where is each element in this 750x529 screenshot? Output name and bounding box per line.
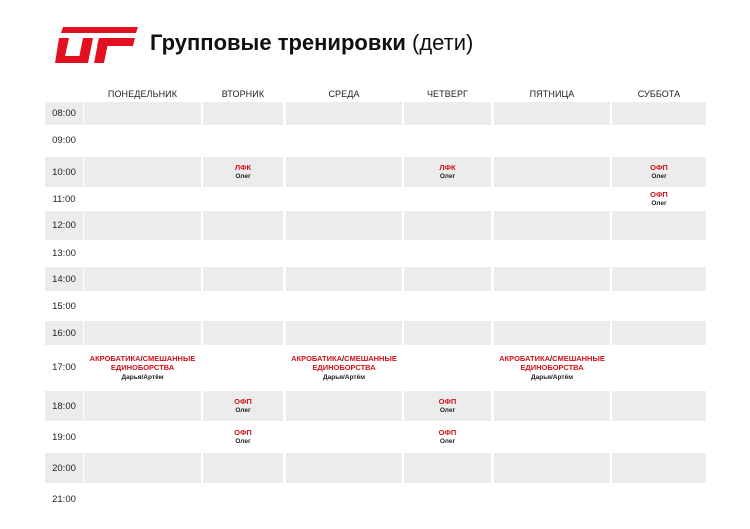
class-name-part: АКРОБАТИКА bbox=[89, 353, 141, 363]
cell-wednesday bbox=[286, 187, 402, 211]
cell-thursday bbox=[404, 321, 491, 345]
schedule-row bbox=[45, 240, 706, 267]
class-session[interactable] bbox=[235, 163, 251, 182]
class-name-part: ЕДИНОБОРСТВА bbox=[110, 363, 175, 372]
schedule-row bbox=[45, 187, 706, 211]
cell-thursday bbox=[404, 240, 491, 267]
cell-saturday bbox=[612, 267, 706, 291]
cell-saturday bbox=[612, 483, 706, 515]
class-session[interactable] bbox=[439, 163, 455, 182]
coach-name: Дарья/Артём bbox=[531, 373, 573, 381]
time-label: 16:00 bbox=[45, 321, 83, 345]
cell-thursday bbox=[404, 453, 491, 483]
cell-monday[interactable] bbox=[84, 345, 201, 390]
class-session[interactable] bbox=[439, 428, 457, 447]
cell-monday bbox=[84, 421, 201, 453]
time-label: 12:00 bbox=[45, 211, 83, 240]
cell-monday bbox=[84, 187, 201, 211]
coach-name: Олег bbox=[439, 407, 456, 415]
cell-tuesday bbox=[203, 291, 283, 321]
cell-wednesday bbox=[286, 240, 402, 267]
class-name: ОФП bbox=[438, 427, 457, 437]
cell-wednesday bbox=[286, 157, 402, 187]
class-name-separator: / bbox=[550, 353, 553, 363]
cell-friday[interactable] bbox=[494, 345, 610, 390]
class-name-part: СМЕШАННЫЕ bbox=[344, 353, 397, 363]
cell-tuesday bbox=[203, 345, 283, 390]
day-header-tuesday: ВТОРНИК bbox=[221, 89, 265, 99]
cell-thursday[interactable] bbox=[404, 421, 491, 453]
cell-thursday[interactable] bbox=[404, 391, 491, 421]
day-header-friday: ПЯТНИЦА bbox=[529, 89, 575, 99]
cell-friday bbox=[494, 291, 610, 321]
cell-tuesday bbox=[203, 321, 283, 345]
cell-wednesday bbox=[286, 291, 402, 321]
cell-tuesday bbox=[203, 483, 283, 515]
cell-saturday bbox=[612, 345, 706, 390]
cell-monday bbox=[84, 157, 201, 187]
cell-friday bbox=[494, 211, 610, 240]
cell-wednesday bbox=[286, 483, 402, 515]
schedule-row bbox=[45, 453, 706, 483]
cell-thursday bbox=[404, 483, 491, 515]
cell-monday bbox=[84, 102, 201, 125]
cell-monday bbox=[84, 240, 201, 267]
cell-monday bbox=[84, 321, 201, 345]
cell-monday bbox=[84, 391, 201, 421]
schedule-row bbox=[45, 125, 706, 156]
cell-friday bbox=[494, 187, 610, 211]
cell-tuesday bbox=[203, 453, 283, 483]
time-label: 09:00 bbox=[52, 135, 76, 146]
cell-wednesday bbox=[286, 391, 402, 421]
cell-monday bbox=[84, 291, 201, 321]
cell-friday bbox=[494, 321, 610, 345]
class-name: ОФП bbox=[234, 427, 252, 437]
cell-monday bbox=[84, 483, 201, 515]
day-header-monday: ПОНЕДЕЛЬНИК bbox=[107, 89, 178, 99]
class-name-part: ЕДИНОБОРСТВА bbox=[520, 363, 584, 372]
cell-saturday bbox=[612, 321, 706, 345]
class-session[interactable] bbox=[291, 354, 397, 382]
schedule-row bbox=[45, 421, 706, 453]
cell-saturday bbox=[612, 391, 706, 421]
schedule-row bbox=[45, 291, 706, 321]
class-session[interactable] bbox=[650, 163, 668, 182]
class-name-part: СМЕШАННЫЕ bbox=[552, 353, 605, 363]
class-name-separator: / bbox=[140, 353, 143, 363]
class-name bbox=[291, 354, 397, 373]
cell-saturday[interactable] bbox=[612, 157, 706, 187]
cell-wednesday bbox=[286, 321, 402, 345]
cell-wednesday bbox=[286, 453, 402, 483]
class-name-part: АКРОБАТИКА bbox=[499, 353, 551, 363]
class-session[interactable] bbox=[439, 397, 457, 416]
class-name: ЛФК bbox=[234, 162, 252, 172]
coach-name: Олег bbox=[439, 438, 456, 446]
coach-name: Олег bbox=[439, 173, 456, 181]
cell-saturday bbox=[612, 125, 706, 156]
time-label: 08:00 bbox=[45, 102, 83, 125]
class-session[interactable] bbox=[499, 354, 605, 382]
time-label: 19:00 bbox=[52, 431, 76, 443]
coach-name: Дарья/Артём bbox=[121, 373, 164, 381]
cell-tuesday[interactable] bbox=[203, 421, 283, 453]
cell-wednesday bbox=[286, 211, 402, 240]
day-header-saturday: СУББОТА bbox=[637, 89, 681, 99]
class-name: ОФП bbox=[234, 396, 252, 406]
class-name-part: ЕДИНОБОРСТВА bbox=[312, 363, 376, 372]
schedule-grid bbox=[45, 86, 706, 505]
class-name-separator: / bbox=[342, 353, 345, 363]
cell-saturday bbox=[612, 102, 706, 125]
time-label: 11:00 bbox=[52, 193, 76, 205]
coach-name: Олег bbox=[235, 173, 251, 181]
cell-saturday bbox=[612, 421, 706, 453]
cell-saturday bbox=[612, 291, 706, 321]
coach-name: Олег bbox=[651, 200, 667, 208]
cell-friday bbox=[494, 483, 610, 515]
cell-saturday bbox=[612, 240, 706, 267]
cell-thursday bbox=[404, 211, 491, 240]
schedule-row bbox=[45, 211, 706, 240]
class-name-part: СМЕШАННЫЕ bbox=[142, 353, 196, 363]
cell-friday bbox=[494, 453, 610, 483]
cell-wednesday[interactable] bbox=[286, 345, 402, 390]
class-name: ОФП bbox=[438, 396, 457, 406]
cell-monday bbox=[84, 267, 201, 291]
cell-wednesday bbox=[286, 125, 402, 156]
class-name bbox=[90, 354, 196, 373]
cell-tuesday bbox=[203, 267, 283, 291]
cell-friday bbox=[494, 157, 610, 187]
cell-thursday bbox=[404, 125, 491, 156]
cell-friday bbox=[494, 240, 610, 267]
schedule-row bbox=[45, 267, 706, 291]
time-label: 18:00 bbox=[45, 391, 83, 421]
day-header-thursday: ЧЕТВЕРГ bbox=[426, 89, 469, 99]
class-name: ЛФК bbox=[439, 162, 456, 172]
cell-tuesday[interactable] bbox=[203, 157, 283, 187]
cell-friday bbox=[494, 125, 610, 156]
cell-thursday[interactable] bbox=[404, 157, 491, 187]
cell-saturday bbox=[612, 211, 706, 240]
cell-thursday bbox=[404, 102, 491, 125]
class-session[interactable] bbox=[650, 190, 668, 209]
cell-monday bbox=[84, 453, 201, 483]
cell-thursday bbox=[404, 345, 491, 390]
cell-tuesday bbox=[203, 125, 283, 156]
cell-tuesday bbox=[203, 240, 283, 267]
class-name bbox=[499, 354, 605, 373]
schedule-row bbox=[45, 345, 706, 390]
time-label: 17:00 bbox=[52, 362, 76, 373]
coach-name: Дарья/Артём bbox=[323, 373, 365, 381]
day-header-row bbox=[45, 86, 706, 102]
schedule-row bbox=[45, 102, 706, 125]
cell-wednesday bbox=[286, 102, 402, 125]
coach-name: Олег bbox=[235, 407, 251, 415]
cell-wednesday bbox=[286, 421, 402, 453]
cell-friday bbox=[494, 421, 610, 453]
page-title-main: Групповые тренировки bbox=[150, 30, 406, 55]
time-label: 13:00 bbox=[52, 248, 76, 259]
cell-thursday bbox=[404, 267, 491, 291]
cell-tuesday bbox=[203, 211, 283, 240]
time-label: 15:00 bbox=[52, 300, 76, 312]
cell-saturday[interactable] bbox=[612, 187, 706, 211]
cell-friday bbox=[494, 267, 610, 291]
page-title-sub: (дети) bbox=[412, 30, 474, 55]
uf-logo-icon bbox=[55, 27, 138, 63]
cell-wednesday bbox=[286, 267, 402, 291]
schedule-row bbox=[45, 391, 706, 421]
cell-monday bbox=[84, 125, 201, 156]
schedule-row bbox=[45, 157, 706, 187]
cell-tuesday[interactable] bbox=[203, 391, 283, 421]
cell-tuesday bbox=[203, 187, 283, 211]
schedule-row bbox=[45, 483, 706, 515]
class-name: ОФП bbox=[650, 189, 668, 199]
cell-tuesday bbox=[203, 102, 283, 125]
cell-saturday bbox=[612, 453, 706, 483]
coach-name: Олег bbox=[235, 438, 251, 446]
page-title bbox=[150, 28, 473, 58]
schedule-row bbox=[45, 321, 706, 345]
cell-thursday bbox=[404, 291, 491, 321]
time-label: 14:00 bbox=[45, 267, 83, 291]
class-name: ОФП bbox=[650, 162, 668, 172]
cell-friday bbox=[494, 391, 610, 421]
day-header-wednesday: СРЕДА bbox=[328, 89, 360, 99]
cell-monday bbox=[84, 211, 201, 240]
class-session[interactable] bbox=[234, 428, 252, 447]
time-label: 21:00 bbox=[52, 493, 76, 505]
class-session[interactable] bbox=[234, 397, 252, 416]
coach-name: Олег bbox=[651, 173, 667, 181]
time-label: 20:00 bbox=[45, 453, 83, 483]
cell-thursday bbox=[404, 187, 491, 211]
time-label: 10:00 bbox=[45, 157, 83, 187]
cell-friday bbox=[494, 102, 610, 125]
class-session[interactable] bbox=[90, 354, 196, 382]
class-name-part: АКРОБАТИКА bbox=[291, 353, 343, 363]
